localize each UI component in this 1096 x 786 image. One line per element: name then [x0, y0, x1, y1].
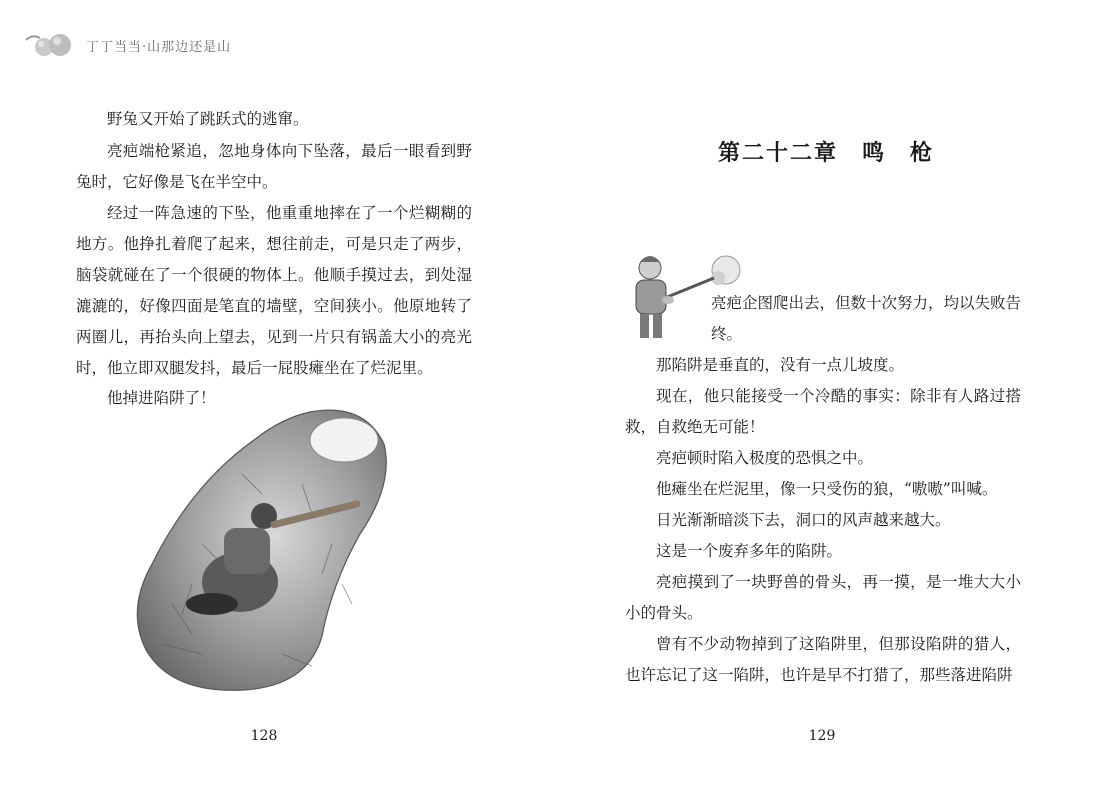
paragraph: 经过一阵急速的下坠，他重重地摔在了一个烂糊糊的地方。他挣扎着爬了起来，想往前走，可是只走了两步，脑袋就碰在了一个很硬的物体上。他顺手摸过去，到处湿漉漉的，好像四面是笔直的墙壁，空间狭小。他原地转了两圈儿，再抬头向上望去，见到一片只有锅盖大小的亮光时，他立即双腿发抖，最后一屁股瘫坐在了烂泥里。: [76, 204, 472, 377]
paragraph: 曾有不少动物掉到了这陷阱里，但那设陷阱的猎人，也许忘记了这一陷阱，也许是早不打猎了，那些落进陷阱: [625, 635, 1021, 684]
paragraph: 亮疤企图爬出去，但数十次努力，均以失败告终。: [711, 294, 1022, 343]
paragraph: 他瘫坐在烂泥里，像一只受伤的狼，“嗷嗷”叫喊。: [656, 480, 998, 498]
paragraph: 现在，他只能接受一个冷酷的事实：除非有人路过搭救，自救绝无可能！: [625, 387, 1021, 436]
series-title: 丁丁当当·山那边还是山: [86, 39, 232, 55]
page-number: 128: [250, 728, 278, 744]
paragraph: 野兔又开始了跳跃式的逃窜。: [107, 110, 309, 128]
page-number: 129: [808, 728, 836, 744]
paragraph: 亮疤摸到了一块野兽的骨头，再一摸，是一堆大大小小的骨头。: [625, 573, 1021, 622]
paragraph: 日光渐渐暗淡下去，洞口的风声越来越大。: [656, 511, 951, 529]
paragraph: 那陷阱是垂直的，没有一点儿坡度。: [656, 356, 905, 374]
paragraph: 亮疤顿时陷入极度的恐惧之中。: [656, 449, 874, 467]
paragraph: 这是一个废弃多年的陷阱。: [656, 542, 843, 560]
chapter-title: 第二十二章 鸣 枪: [718, 140, 935, 166]
pit-illustration: [132, 404, 402, 694]
paragraph: 他掉进陷阱了！: [107, 389, 216, 407]
paragraph: 亮疤端枪紧追，忽地身体向下坠落，最后一眼看到野兔时，它好像是飞在半空中。: [76, 142, 472, 191]
pit-opening: [310, 418, 378, 462]
right-page: [548, 0, 1096, 786]
